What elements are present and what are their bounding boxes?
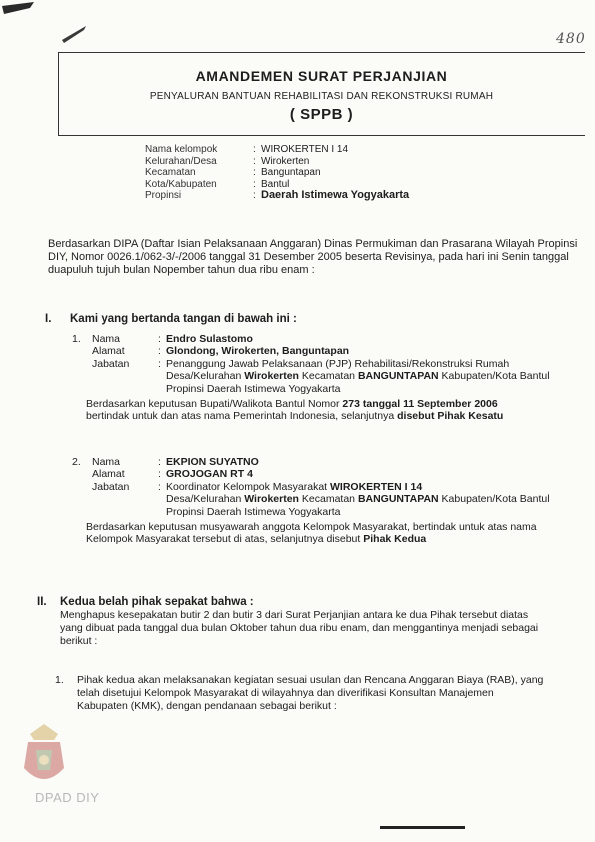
party-basis: Kelompok Masyarakat tersebut di atas, selanjutnya disebut Pihak Kedua (86, 533, 427, 546)
info-row-province: Propinsi : Daerah Istimewa Yogyakarta (145, 189, 410, 201)
section-1-heading: Kami yang bertanda tangan di bawah ini : (70, 313, 297, 325)
point-line: Pihak kedua akan melaksanakan kegiatan sesuai usulan dan Rencana Anggaran Biaya (RAB), yang (77, 674, 544, 686)
info-label: Propinsi (145, 190, 182, 201)
party-role-line: Desa/Kelurahan Wirokerten Kecamatan BANGUNTAPAN Kabupaten/Kota Bantul (166, 493, 550, 506)
party-name: Endro Sulastomo (166, 333, 253, 345)
intro-line: duapuluh tujuh bulan Nopember tahun dua ribu enam : (48, 264, 315, 277)
info-value: Bantul (261, 178, 290, 190)
info-row-group: Nama kelompok : WIROKERTEN I 14 (145, 144, 349, 155)
pen-scribble (0, 0, 130, 60)
section-1-number: I. (45, 313, 52, 325)
document-subtitle: PENYALURAN BANTUAN REHABILITASI DAN REKONSTRUKSI RUMAH (149, 91, 494, 102)
address-label: Alamat (92, 345, 125, 358)
name-label: Nama (92, 456, 121, 468)
section-2-heading: Kedua belah pihak sepakat bahwa : (60, 596, 254, 608)
point-line: telah disetujui Kelompok Masyarakat di wilayahnya dan diverifikasi Konsultan Manajemen (77, 686, 494, 699)
role-label: Jabatan (92, 480, 130, 493)
party-role: Penanggung Jawab Pelaksanaan (PJP) Rehabilitasi/Rekonstruksi Rumah (166, 357, 510, 370)
name-label: Nama (92, 333, 121, 345)
info-row-village: Kelurahan/Desa : Wirokerten (145, 155, 310, 167)
body-line: yang dibuat pada tanggal dua bulan Oktober tahun dua ribu enam, dan menggantinya menjadi sebagai (60, 621, 539, 634)
section-2-number: II. (37, 596, 47, 608)
body-line: berikut : (60, 634, 98, 647)
archive-seal-icon (14, 720, 74, 795)
party-1: 1. Nama : Endro Sulastomo Alamat : Glondong, Wirokerten, Banguntapan Jabatan : Penanggung Jawab Pelaksanaan (PJP) Rehabilitasi/Rekonstruksi Rumah Desa/Kelurahan Wirokerten Kecamatan BANGUNTAPAN Kabupaten/Kota Bantul Propinsi Daerah Istimewa Yogyakarta Berdasarkan keputusan Bupati/Walikota Bantul Nomor 273 tanggal 11 September 2006 bertindak untuk dan atas nama Pemerintah Indonesia, selanjutnya disebut Pihak Kesatu (72, 333, 590, 423)
info-label: Nama kelompok (145, 144, 218, 155)
intro-paragraph (48, 238, 588, 278)
info-label: Kecamatan (145, 167, 196, 178)
party-basis: Berdasarkan keputusan musyawarah anggota Kelompok Masyarakat, bertindak untuk atas nama (86, 521, 537, 534)
intro-line: DIY, Nomor 0026.1/062-3/-/2006 tanggal 31 Desember 2005 beserta Revisinya, pada hari ini Senin tanggal (48, 251, 569, 264)
party-basis: bertindak untuk dan atas nama Pemerintah Indonesia, selanjutnya disebut Pihak Kesatu (86, 410, 504, 423)
party-address: GROJOGAN RT 4 (166, 468, 253, 481)
party-address: Glondong, Wirokerten, Banguntapan (166, 345, 350, 358)
info-label: Kota/Kabupaten (145, 178, 217, 190)
info-row-district: Kecamatan : Banguntapan (145, 167, 321, 178)
point-1 (55, 674, 585, 712)
party-basis: Berdasarkan keputusan Bupati/Walikota Bantul Nomor 273 tanggal 11 September 2006 (86, 398, 498, 411)
page-number: 480 (556, 31, 586, 47)
info-row-regency: Kota/Kabupaten : Bantul (145, 178, 290, 190)
bottom-rule (380, 826, 465, 829)
party-name: EKPION SUYATNO (166, 456, 259, 468)
party-2: 2. Nama : EKPION SUYATNO Alamat : GROJOGAN RT 4 Jabatan : Koordinator Kelompok Masyarakat WIROKERTEN I 14 Desa/Kelurahan Wirokerten Kecamatan BANGUNTAPAN Kabupaten/Kota Bantul Propinsi Daerah Istimewa Yogyakarta Berdasarkan keputusan musyawarah anggota Kelompok Masyarakat, bertindak untuk atas nama Kelompok Masyarakat tersebut di atas, selanjutnya disebut Pihak Kedua (72, 456, 590, 546)
group-info-table (145, 144, 409, 202)
party-number: 1. (72, 333, 81, 345)
watermark: DPAD DIY (35, 790, 100, 805)
info-value: Daerah Istimewa Yogyakarta (261, 189, 410, 201)
info-value: Wirokerten (261, 155, 310, 167)
document-code: ( SPPB ) (289, 106, 354, 123)
point-number: 1. (55, 674, 64, 686)
info-label: Kelurahan/Desa (145, 155, 217, 167)
document-title: AMANDEMEN SURAT PERJANJIAN (195, 68, 448, 84)
party-role-line: Propinsi Daerah Istimewa Yogyakarta (166, 382, 341, 395)
info-value: WIROKERTEN I 14 (261, 144, 349, 155)
section-2-body (60, 609, 585, 647)
party-role: Koordinator Kelompok Masyarakat WIROKERTEN I 14 (166, 480, 423, 493)
info-value: Banguntapan (261, 167, 321, 178)
party-role-line: Propinsi Daerah Istimewa Yogyakarta (166, 505, 341, 518)
party-role-line: Desa/Kelurahan Wirokerten Kecamatan BANGUNTAPAN Kabupaten/Kota Bantul (166, 370, 550, 383)
party-number: 2. (72, 456, 81, 468)
body-line: Menghapus kesepakatan butir 2 dan butir 3 dari Surat Perjanjian antara ke dua Pihak tersebut diatas (60, 609, 529, 621)
point-line: Kabupaten (KMK), dengan pendanaan sebagai berikut : (77, 699, 337, 712)
role-label: Jabatan (92, 357, 130, 370)
intro-line: Berdasarkan DIPA (Daftar Isian Pelaksanaan Anggaran) Dinas Permukiman dan Prasarana Wilayah Propinsi (48, 238, 578, 250)
address-label: Alamat (92, 468, 125, 481)
